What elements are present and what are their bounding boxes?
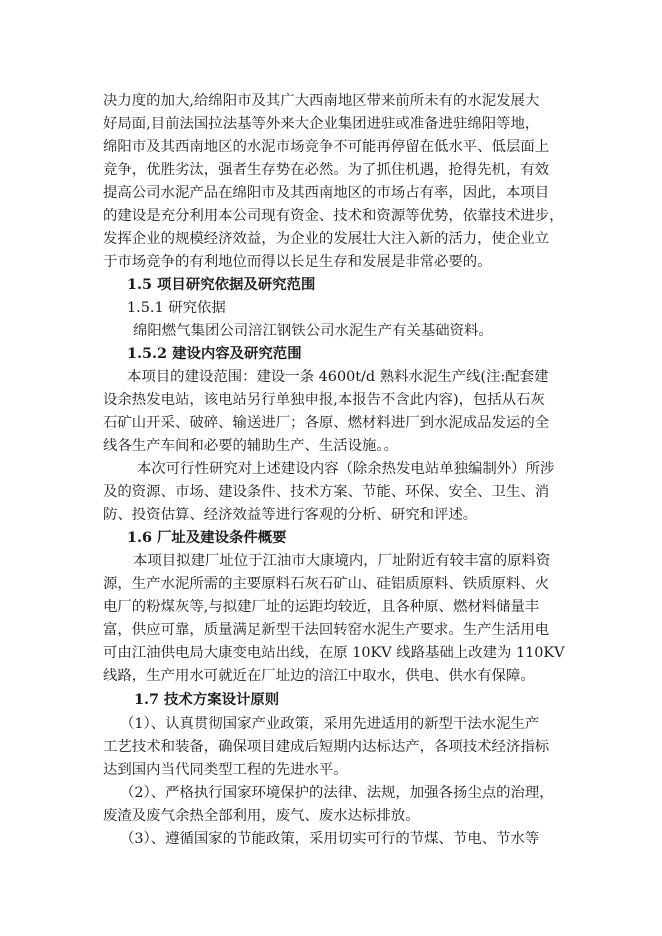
- paragraph-line: 达到国内当代同类型工程的先进水平。: [103, 762, 348, 778]
- paragraph-line: 及的资源、市场、建设条件、技术方案、节能、环保、安全、卫生、消: [103, 484, 550, 500]
- paragraph-line: 提高公司水泥产品在绵阳市及其西南地区的市场占有率，因此，本项目: [103, 185, 550, 201]
- section-heading-1-5: 1.5 项目研究依据及研究范围: [127, 276, 316, 293]
- paragraph-line: 绵阳市及其西南地区的水泥市场竞争不可能再停留在低水平、低层面上: [103, 139, 550, 155]
- section-heading-1-6: 1.6 厂址及建设条件概要: [127, 529, 287, 546]
- paragraph-line: 本次可行性研究对上述建设内容（除余热发电站单独编制外）所涉: [137, 461, 555, 477]
- paragraph-line: 可由江油供电局大康变电站出线，在原 10KV 线路基础上改建为 110KV: [103, 645, 565, 661]
- paragraph-line: 竞争，优胜劣汰，强者生存势在必然。为了抓住机遇，抢得先机，有效: [103, 162, 550, 178]
- paragraph-line: 防、投资估算、经济效益等进行客观的分析、研究和评述。: [103, 507, 478, 523]
- paragraph-line: （1）、认真贯彻国家产业政策，采用先进适用的新型干法水泥生产: [120, 716, 540, 732]
- subsection-heading-1-5-2: 1.5.2 建设内容及研究范围: [127, 345, 302, 362]
- section-heading-1-7: 1.7 技术方案设计原则: [134, 691, 280, 708]
- paragraph-line: （3）、遵循国家的节能政策，采用切实可行的节煤、节电、节水等: [120, 831, 540, 847]
- paragraph-line: 发挥企业的规模经济效益，为企业的发展壮大注入新的活力，使企业立: [103, 231, 550, 247]
- subsection-heading-1-5-1: 1.5.1 研究依据: [127, 300, 226, 316]
- paragraph-line: 的建设是充分利用本公司现有资金、技术和资源等优势，依靠技术进步，: [103, 208, 564, 224]
- paragraph-line: 工艺技术和装备，确保项目建成后短期内达标达产，各项技术经济指标: [103, 739, 550, 755]
- paragraph-line: （2）、严格执行国家环境保护的法律、法规，加强各扬尘点的治理，: [120, 785, 554, 801]
- paragraph-line: 本项目的建设范围：建设一条 4600t/d 熟料水泥生产线(注:配套建: [127, 369, 549, 385]
- paragraph-line: 好局面,目前法国拉法基等外来大企业集团进驻或准备进驻绵阳等地，: [103, 116, 540, 132]
- paragraph-line: 富，供应可靠，质量满足新型干法回转窑水泥生产要求。生产生活用电: [103, 622, 550, 638]
- paragraph-line: 废渣及废气余热全部利用，废气、废水达标排放。: [103, 808, 420, 824]
- paragraph-line: 决力度的加大,给绵阳市及其广大西南地区带来前所未有的水泥发展大: [103, 93, 540, 109]
- paragraph-line: 电厂的粉煤灰等,与拟建厂址的运距均较近，且各种原、燃材料储量丰: [103, 599, 540, 615]
- paragraph-line: 石矿山开采、破碎、输送进厂；各原、燃材料进厂到水泥成品发运的全: [103, 415, 550, 431]
- paragraph-line: 源，生产水泥所需的主要原料石灰石矿山、硅铝质原料、铁质原料、火: [103, 576, 550, 592]
- paragraph-line: 本项目拟建厂址位于江油市大康境内，厂址附近有较丰富的原料资: [133, 553, 551, 569]
- paragraph-line: 设余热发电站，该电站另行单独申报,本报告不含此内容)，包括从石灰: [103, 392, 545, 408]
- paragraph-line: 线路，生产用水可就近在厂址边的涪江中取水，供电、供水有保障。: [103, 668, 535, 684]
- paragraph-line: 线各生产车间和必要的辅助生产、生活设施。。: [103, 438, 399, 454]
- paragraph-line: 于市场竞争的有利地位而得以长足生存和发展是非常必要的。: [103, 254, 492, 270]
- paragraph-line: 绵阳燃气集团公司涪江钢铁公司水泥生产有关基础资料。: [133, 323, 493, 339]
